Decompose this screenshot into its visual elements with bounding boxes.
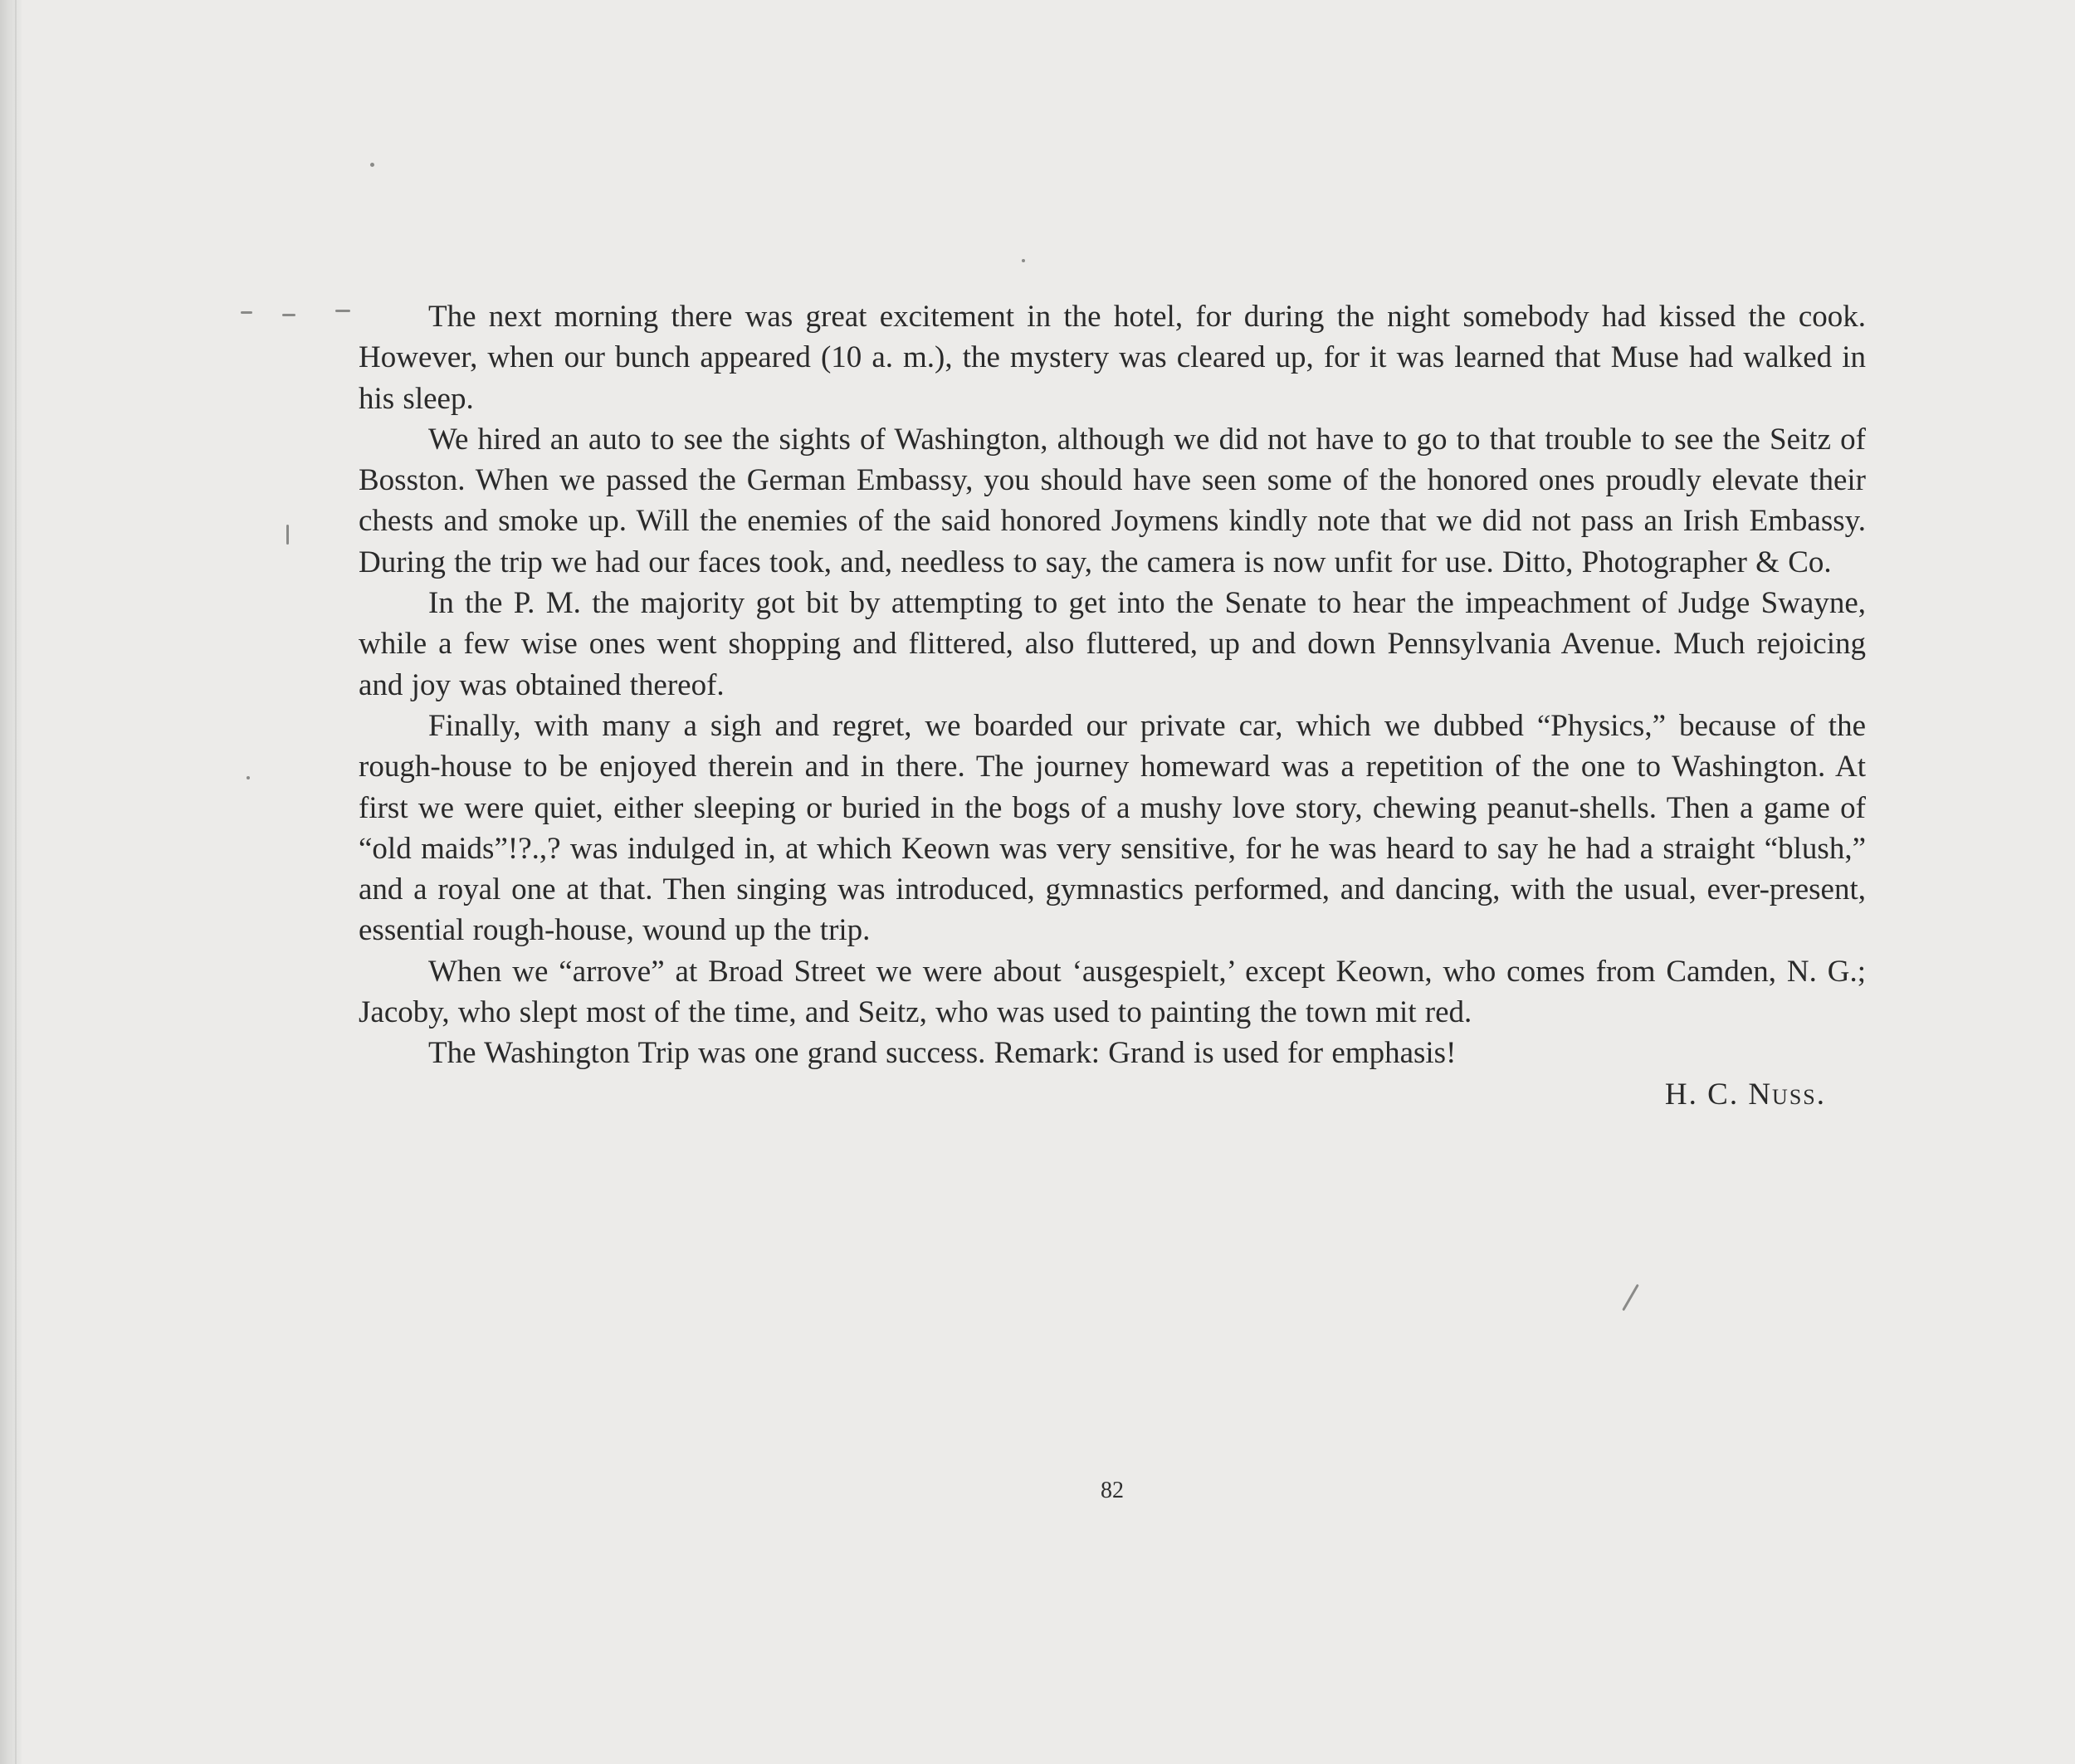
author-signature: H. C. Nuss. [1664,1077,1826,1112]
paragraph-broad-street: When we “arrove” at Broad Street we were about ‘ausgespielt,’ except Keown, who comes from Camden, N. G.; Jacoby, who slept most of the time, and Seitz, who was used to painting the town mit red. [359,954,1866,1030]
paragraph-journey-home: Finally, with many a sigh and regret, we boarded our private car, which we dubbed “Physics,” because of the rough-house to be enjoyed therein and in there. The journey homeward was a repetition of the one to Washington. At first we were quiet, either sleeping or buried in the bogs of a mushy love story, chewing peanut-shells. Then a game of “old maids”!?.,? was indulged in, at which Keown was very sensitive, for he was heard to say he had a straight “blush,” and a royal one at that. Then singing was introduced, gymnastics performed, and dancing, with the usual, ever-present, essential rough-house, wound up the trip. [359,708,1866,948]
paragraph-conclusion: The Washington Trip was one grand success. Remark: Grand is used for emphasis! [428,1036,1457,1071]
paragraph-morning: The next morning there was great excitement in the hotel, for during the night somebody had kissed the cook. However, when our bunch appeared (10 a. m.), the mystery was cleared up, for it was learned that Muse had walked in his sleep. [359,300,1866,416]
page-gutter-shadow [0,0,22,1764]
paper-speck [286,525,289,545]
paper-speck [247,776,250,779]
paper-speck [1622,1284,1639,1312]
paper-speck [241,311,252,314]
paragraph-auto-tour: We hired an auto to see the sights of Washington, although we did not have to go to that trouble to see the Seitz of Bosston. When we passed the German Embassy, you should have seen some of the honored ones proudly elevate their chests and smoke up. Will the enemies of the said honored Joymens kindly note that we did not pass an Irish Embassy. During the trip we had our faces took, and, needless to say, the camera is now unfit for use. Ditto, Photographer & Co. [359,422,1866,579]
page-number: 82 [1101,1478,1124,1503]
paper-speck [282,314,295,316]
paper-speck [1022,259,1025,262]
paragraph-senate: In the P. M. the majority got bit by attempting to get into the Senate to hear the impeachment of Judge Swayne, while a few wise ones went shopping and flittered, also fluttered, up and down Pennsylvania Avenue. Much rejoicing and joy was obtained thereof. [359,586,1866,702]
article-body [359,296,1866,1115]
paper-speck [370,163,374,167]
paper-speck [335,310,350,312]
page-gutter-line [15,0,17,1764]
